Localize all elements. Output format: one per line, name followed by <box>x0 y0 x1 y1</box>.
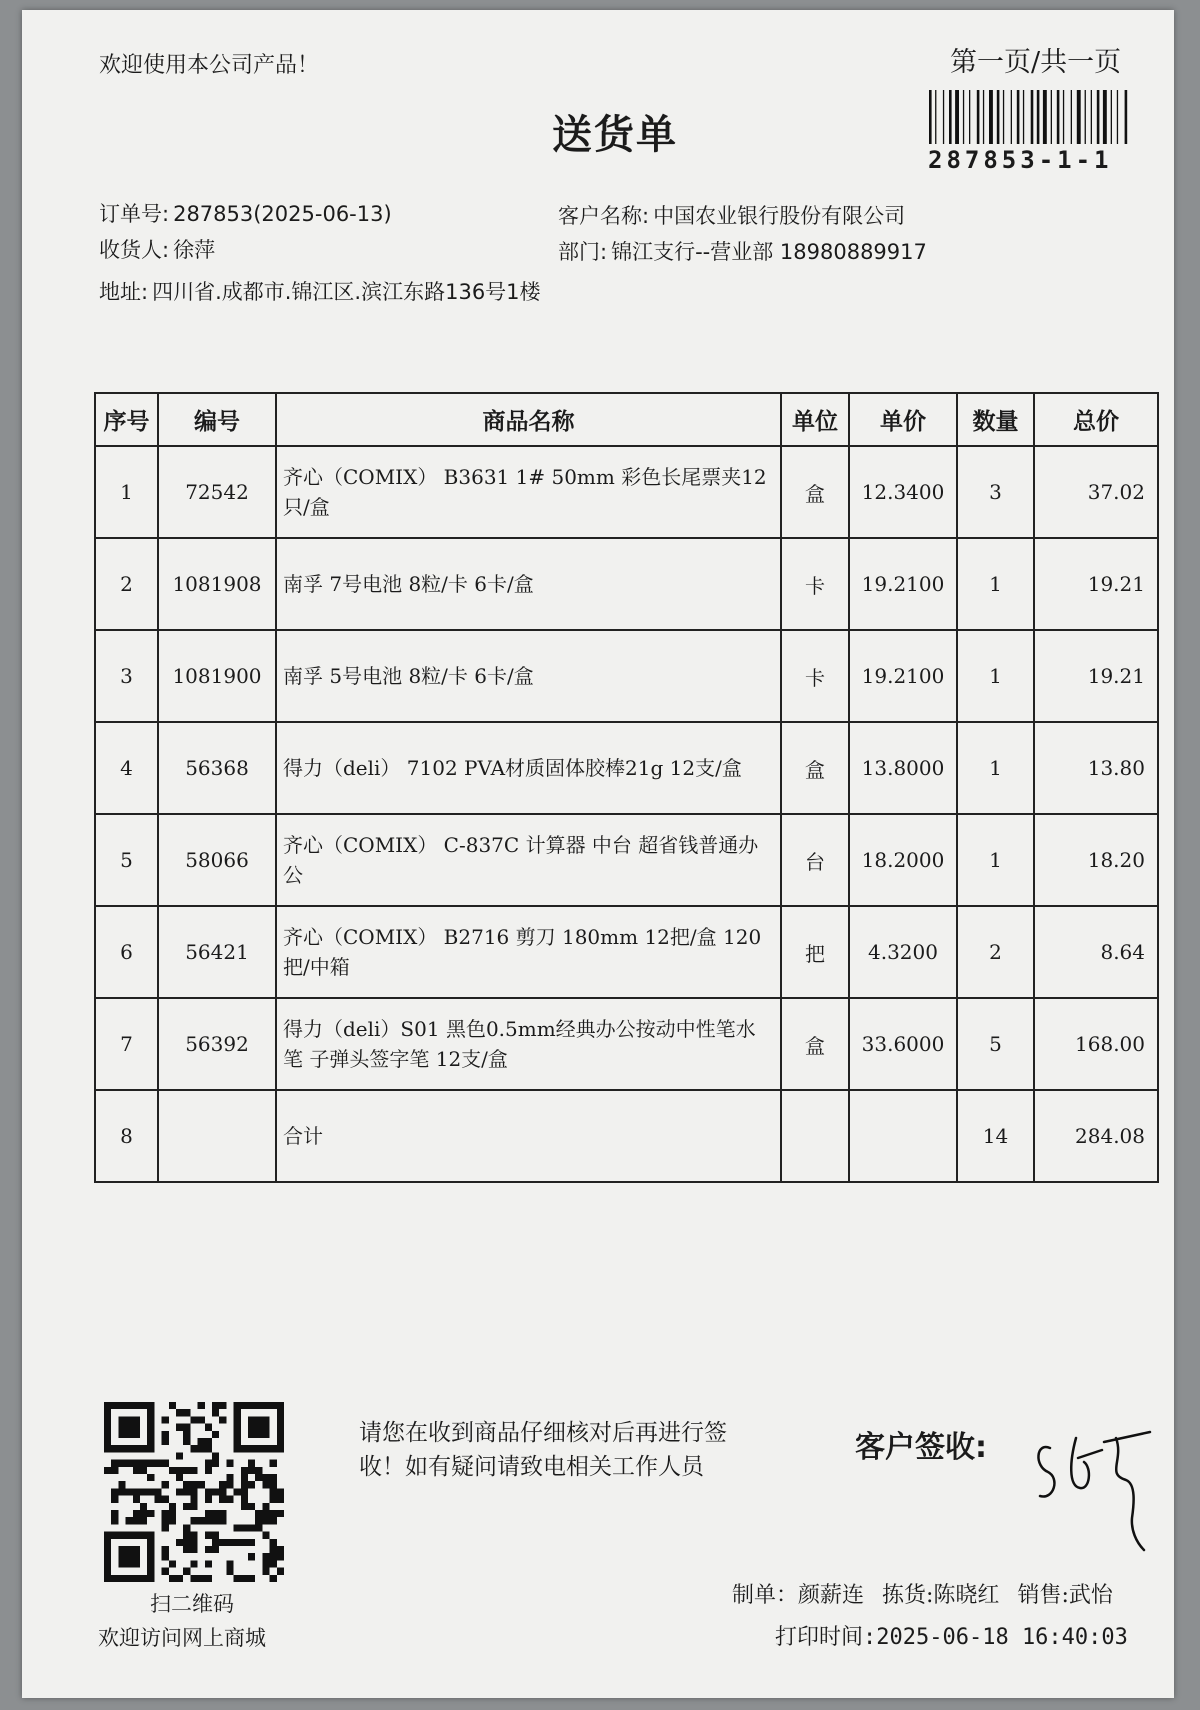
table-row <box>95 538 1158 630</box>
receiver <box>99 234 215 264</box>
cell-quantity: 1 <box>957 722 1034 814</box>
cell-product-name: 南孚 7号电池 8粒/卡 6卡/盒 <box>276 538 781 630</box>
cell-code <box>158 1090 276 1182</box>
page-indicator: 第一页/共一页 <box>950 47 1122 78</box>
cell-quantity: 1 <box>957 538 1034 630</box>
cell-quantity: 1 <box>957 814 1034 906</box>
sales: 销售:武怡 <box>1017 1583 1113 1608</box>
header-quantity: 数量 <box>957 393 1034 446</box>
header-total: 总价 <box>1034 393 1158 446</box>
customer-signature <box>1032 1408 1162 1558</box>
receiver-label: 收货人: <box>99 238 170 262</box>
cell-unit-price: 4.3200 <box>849 906 957 998</box>
cell-product-name: 得力（deli）S01 黑色0.5mm经典办公按动中性笔水笔 子弹头签字笔 12支/盒 <box>276 998 781 1090</box>
cell-code: 56368 <box>158 722 276 814</box>
cell-index: 8 <box>95 1090 158 1182</box>
cell-total-label: 合计 <box>276 1090 781 1182</box>
cell-total: 19.21 <box>1034 630 1158 722</box>
address-label: 地址: <box>99 280 149 304</box>
cell-product-name: 齐心（COMIX） C-837C 计算器 中台 超省钱普通办公 <box>276 814 781 906</box>
address <box>99 276 541 306</box>
table-row <box>95 446 1158 538</box>
table-header-row <box>95 393 1158 446</box>
staff-line <box>732 1578 1131 1609</box>
cell-total: 168.00 <box>1034 998 1158 1090</box>
header-index: 序号 <box>95 393 158 446</box>
cell-unit-price: 33.6000 <box>849 998 957 1090</box>
cell-code: 56392 <box>158 998 276 1090</box>
document-title: 送货单 <box>552 112 678 158</box>
cell-total-quantity: 14 <box>957 1090 1034 1182</box>
barcode <box>927 90 1145 144</box>
customer-value: 中国农业银行股份有限公司 <box>653 204 906 228</box>
cell-unit <box>781 1090 849 1182</box>
cell-index: 4 <box>95 722 158 814</box>
order-label: 订单号: <box>99 202 170 226</box>
dept-label: 部门: <box>558 240 608 264</box>
cell-code: 1081900 <box>158 630 276 722</box>
cell-unit-price: 12.3400 <box>849 446 957 538</box>
cell-code: 56421 <box>158 906 276 998</box>
cell-product-name: 南孚 5号电池 8粒/卡 6卡/盒 <box>276 630 781 722</box>
cell-unit: 盒 <box>781 998 849 1090</box>
items-table <box>94 392 1159 1183</box>
cell-total: 8.64 <box>1034 906 1158 998</box>
header-code: 编号 <box>158 393 276 446</box>
cell-unit-price: 19.2100 <box>849 538 957 630</box>
qr-caption-scan: 扫二维码 <box>150 1592 234 1616</box>
cell-product-name: 得力（deli） 7102 PVA材质固体胶棒21g 12支/盒 <box>276 722 781 814</box>
cell-unit-price <box>849 1090 957 1182</box>
maker: 制单：颜薪连 <box>732 1583 865 1608</box>
customer-label: 客户名称: <box>558 204 650 228</box>
receiver-value: 徐萍 <box>173 238 216 262</box>
table-row <box>95 722 1158 814</box>
table-row <box>95 998 1158 1090</box>
qr-code[interactable] <box>104 1402 284 1582</box>
address-value: 四川省.成都市.锦江区.滨江东路136号1楼 <box>152 280 541 304</box>
table-row <box>95 630 1158 722</box>
cell-quantity: 5 <box>957 998 1034 1090</box>
cell-grand-total: 284.08 <box>1034 1090 1158 1182</box>
header-unit-price: 单价 <box>849 393 957 446</box>
cell-quantity: 3 <box>957 446 1034 538</box>
barcode-number: 287853-1-1 <box>928 146 1113 174</box>
customer-sign-label: 客户签收: <box>855 1430 987 1465</box>
cell-unit-price: 13.8000 <box>849 722 957 814</box>
sign-notice: 请您在收到商品仔细核对后再进行签收！如有疑问请致电相关工作人员 <box>359 1420 727 1480</box>
picker: 拣货:陈晓红 <box>882 1583 1000 1608</box>
cell-index: 3 <box>95 630 158 722</box>
cell-index: 7 <box>95 998 158 1090</box>
table-row <box>95 906 1158 998</box>
dept-value: 锦江支行--营业部 18980889917 <box>611 240 927 264</box>
delivery-note <box>22 10 1174 1698</box>
cell-index: 1 <box>95 446 158 538</box>
cell-unit-price: 19.2100 <box>849 630 957 722</box>
cell-unit: 盒 <box>781 722 849 814</box>
cell-unit-price: 18.2000 <box>849 814 957 906</box>
cell-code: 1081908 <box>158 538 276 630</box>
order-value: 287853(2025-06-13) <box>173 202 392 226</box>
cell-index: 5 <box>95 814 158 906</box>
cell-total: 13.80 <box>1034 722 1158 814</box>
department <box>558 236 927 266</box>
table-row <box>95 814 1158 906</box>
cell-total: 37.02 <box>1034 446 1158 538</box>
welcome-text: 欢迎使用本公司产品！ <box>99 53 320 78</box>
cell-index: 2 <box>95 538 158 630</box>
cell-quantity: 2 <box>957 906 1034 998</box>
cell-code: 72542 <box>158 446 276 538</box>
cell-unit: 把 <box>781 906 849 998</box>
order-number <box>99 198 392 228</box>
cell-product-name: 齐心（COMIX） B3631 1# 50mm 彩色长尾票夹12只/盒 <box>276 446 781 538</box>
cell-total: 19.21 <box>1034 538 1158 630</box>
cell-product-name: 齐心（COMIX） B2716 剪刀 180mm 12把/盒 120把/中箱 <box>276 906 781 998</box>
cell-index: 6 <box>95 906 158 998</box>
cell-code: 58066 <box>158 814 276 906</box>
header-unit: 单位 <box>781 393 849 446</box>
cell-quantity: 1 <box>957 630 1034 722</box>
table-total-row <box>95 1090 1158 1182</box>
cell-unit: 卡 <box>781 538 849 630</box>
cell-unit: 卡 <box>781 630 849 722</box>
cell-unit: 台 <box>781 814 849 906</box>
qr-caption-mall: 欢迎访问网上商城 <box>98 1626 266 1650</box>
cell-total: 18.20 <box>1034 814 1158 906</box>
print-time: 打印时间:2025-06-18 16:40:03 <box>775 1625 1128 1650</box>
cell-unit: 盒 <box>781 446 849 538</box>
header-product-name: 商品名称 <box>276 393 781 446</box>
customer-name <box>558 200 905 230</box>
